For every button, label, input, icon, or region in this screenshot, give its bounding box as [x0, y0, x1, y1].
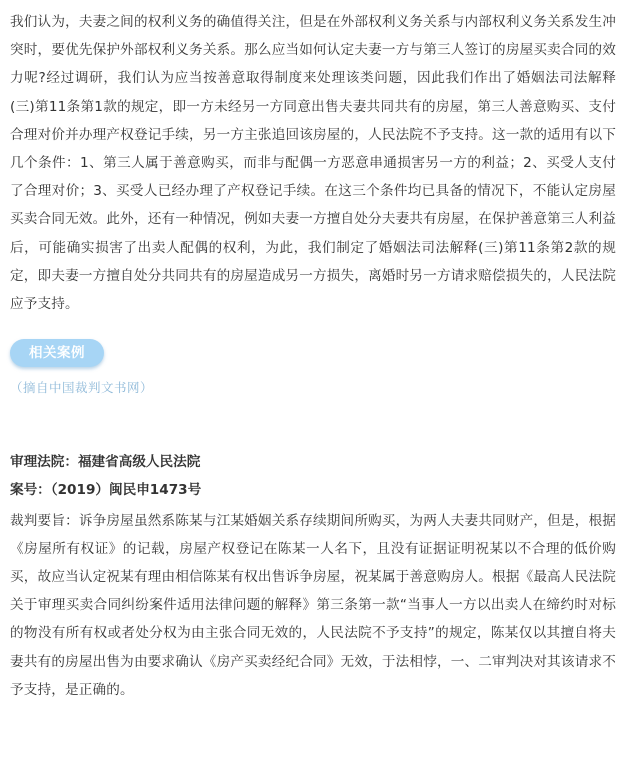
case-court: 审理法院：福建省高级人民法院 [10, 454, 201, 471]
related-cases-tag-wrap [10, 338, 616, 368]
intro-paragraph: 我们认为，夫妻之间的权利义务的确值得关注，但是在外部权利义务关系与内部权利义务关系发生冲突时，要优先保护外部权利义务关系。那么应当如何认定夫妻一方与第三人签订的房屋买卖合同的效力呢?经过调研，我们认为应当按善意取得制度来处理该类问题，因此我们作出了婚姻法司法解释(三)第11条第1款的规定，即一方未经另一方同意出售夫妻共同共有的房屋，第三人善意购买、支付合理对价并办理产权登记手续，另一方主张追回该房屋的，人民法院不予支持。这一款的适用有以下几个条件：1、第三人属于善意购买，而非与配偶一方恶意串通损害另一方的利益；2、买受人支付了合理对价；3、买受人已经办理了产权登记手续。在这三个条件均已具备的情况下，不能认定房屋买卖合同无效。此外，还有一种情况，例如夫妻一方擅自处分夫妻共有房屋，在保护善意第三人利益后，可能确实损害了出卖人配偶的权利，为此，我们制定了婚姻法司法解释(三)第11条第2款的规定，即夫妻一方擅自处分共同共有的房屋造成另一方损失，离婚时另一方请求赔偿损失的，人民法院应予支持。 [10, 14, 616, 313]
case-summary: 裁判要旨：诉争房屋虽然系陈某与江某婚姻关系存续期间所购买，为两人夫妻共同财产，但是，根据《房屋所有权证》的记载，房屋产权登记在陈某一人名下，且没有证据证明祝某以不合理的低价购买，故应当认定祝某有理由相信陈某有权出售诉争房屋，祝某属于善意购房人。根据《最高人民法院关于审理买卖合同纠纷案件适用法律问题的解释》第三条第一款“当事人一方以出卖人在缔约时对标的物没有所有权或者处分权为由主张合同无效的，人民法院不予支持”的规定，陈某仅以其擅自将夫妻共有的房屋出售为由要求确认《房产买卖经纪合同》无效，于法相悖，一、二审判决对其该请求不予支持，是正确的。 [10, 512, 616, 698]
source-note: （摘自中国裁判文书网） [10, 380, 154, 396]
related-cases-tag: 相关案例 [10, 339, 104, 367]
case-section [10, 448, 616, 704]
case-number: 案号：（2019）闽民申1473号 [10, 482, 202, 499]
